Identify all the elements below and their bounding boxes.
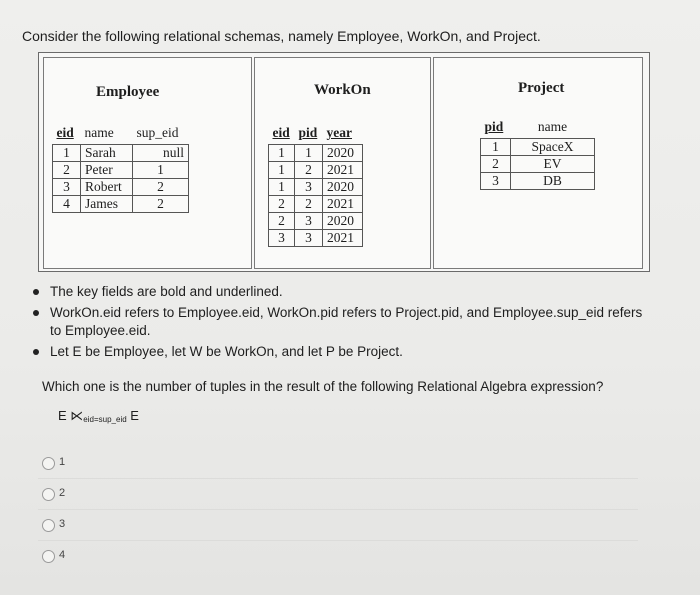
expression-left: E	[58, 408, 67, 423]
table-cell: 1	[295, 145, 323, 162]
table-cell: 2020	[323, 179, 363, 196]
workon-panel	[254, 57, 431, 269]
table-cell: 2	[133, 179, 189, 196]
list-item: WorkOn.eid refers to Employee.eid, WorkOn.pid refers to Project.pid, and Employee.sup_eid refers to Employee.eid.	[30, 304, 650, 340]
column-header: year	[323, 122, 363, 145]
project-panel	[433, 57, 643, 269]
table-cell: 2021	[323, 162, 363, 179]
table-header-row	[269, 122, 363, 145]
question-prompt: Which one is the number of tuples in the result of the following Relational Algebra expression?	[42, 379, 604, 394]
question-text: Consider the following relational schemas, namely Employee, WorkOn, and Project.	[22, 28, 541, 44]
table-cell: 2	[295, 196, 323, 213]
relational-expression	[58, 408, 139, 424]
answer-option[interactable]	[38, 541, 638, 571]
answer-option[interactable]	[38, 510, 638, 541]
table-row	[481, 156, 595, 173]
column-header: name	[511, 116, 595, 139]
table-row	[481, 173, 595, 190]
table-cell: 3	[295, 230, 323, 247]
table-row	[269, 162, 363, 179]
table-row	[269, 179, 363, 196]
table-cell: 3	[481, 173, 511, 190]
list-item: Let E be Employee, let W be WorkOn, and let P be Project.	[30, 343, 650, 361]
table-cell: 3	[295, 179, 323, 196]
table-cell: Robert	[81, 179, 133, 196]
employee-table	[52, 122, 189, 213]
table-cell: 2	[53, 162, 81, 179]
employee-title: Employee	[96, 84, 160, 100]
notes-list	[30, 283, 650, 364]
radio-button[interactable]	[42, 488, 55, 501]
radio-button[interactable]	[42, 519, 55, 532]
answer-option[interactable]	[38, 448, 638, 479]
column-header: pid	[295, 122, 323, 145]
table-row	[269, 196, 363, 213]
radio-button[interactable]	[42, 550, 55, 563]
table-row	[53, 145, 189, 162]
table-cell: 2020	[323, 213, 363, 230]
table-row	[481, 139, 595, 156]
table-cell: 1	[53, 145, 81, 162]
table-cell: 2021	[323, 196, 363, 213]
project-title: Project	[518, 80, 565, 96]
option-label: 4	[59, 549, 66, 561]
option-label: 1	[59, 456, 66, 468]
column-header: eid	[53, 122, 81, 145]
employee-panel	[43, 57, 252, 269]
table-cell: James	[81, 196, 133, 213]
table-cell: 1	[269, 145, 295, 162]
table-cell: 1	[133, 162, 189, 179]
table-cell: 4	[53, 196, 81, 213]
radio-button[interactable]	[42, 457, 55, 470]
column-header: eid	[269, 122, 295, 145]
workon-title: WorkOn	[314, 82, 371, 98]
table-cell: Peter	[81, 162, 133, 179]
table-row	[53, 179, 189, 196]
table-row	[269, 230, 363, 247]
table-header-row	[53, 122, 189, 145]
table-cell: 2	[295, 162, 323, 179]
option-label: 3	[59, 518, 66, 530]
join-condition: eid=sup_eid	[83, 415, 127, 424]
workon-table	[268, 122, 363, 247]
table-cell: 1	[269, 162, 295, 179]
column-header: name	[81, 122, 133, 145]
table-row	[53, 162, 189, 179]
table-cell: 2020	[323, 145, 363, 162]
table-cell: EV	[511, 156, 595, 173]
option-label: 2	[59, 487, 66, 499]
answer-options	[38, 448, 638, 571]
table-cell: 3	[53, 179, 81, 196]
table-row	[269, 145, 363, 162]
schema-figure	[38, 52, 650, 272]
table-cell: null	[133, 145, 189, 162]
expression-right: E	[130, 408, 139, 423]
table-cell: 2021	[323, 230, 363, 247]
table-cell: 3	[269, 230, 295, 247]
table-cell: SpaceX	[511, 139, 595, 156]
table-header-row	[481, 116, 595, 139]
table-row	[53, 196, 189, 213]
table-cell: Sarah	[81, 145, 133, 162]
column-header: pid	[481, 116, 511, 139]
list-item: The key fields are bold and underlined.	[30, 283, 650, 301]
table-cell: 1	[481, 139, 511, 156]
table-cell: 2	[269, 196, 295, 213]
column-header: sup_eid	[133, 122, 189, 145]
table-cell: 3	[295, 213, 323, 230]
table-cell: 1	[269, 179, 295, 196]
project-table	[480, 116, 595, 190]
semijoin-operator: ⋉	[70, 408, 84, 423]
table-cell: DB	[511, 173, 595, 190]
table-cell: 2	[481, 156, 511, 173]
table-cell: 2	[269, 213, 295, 230]
answer-option[interactable]	[38, 479, 638, 510]
table-cell: 2	[133, 196, 189, 213]
table-row	[269, 213, 363, 230]
